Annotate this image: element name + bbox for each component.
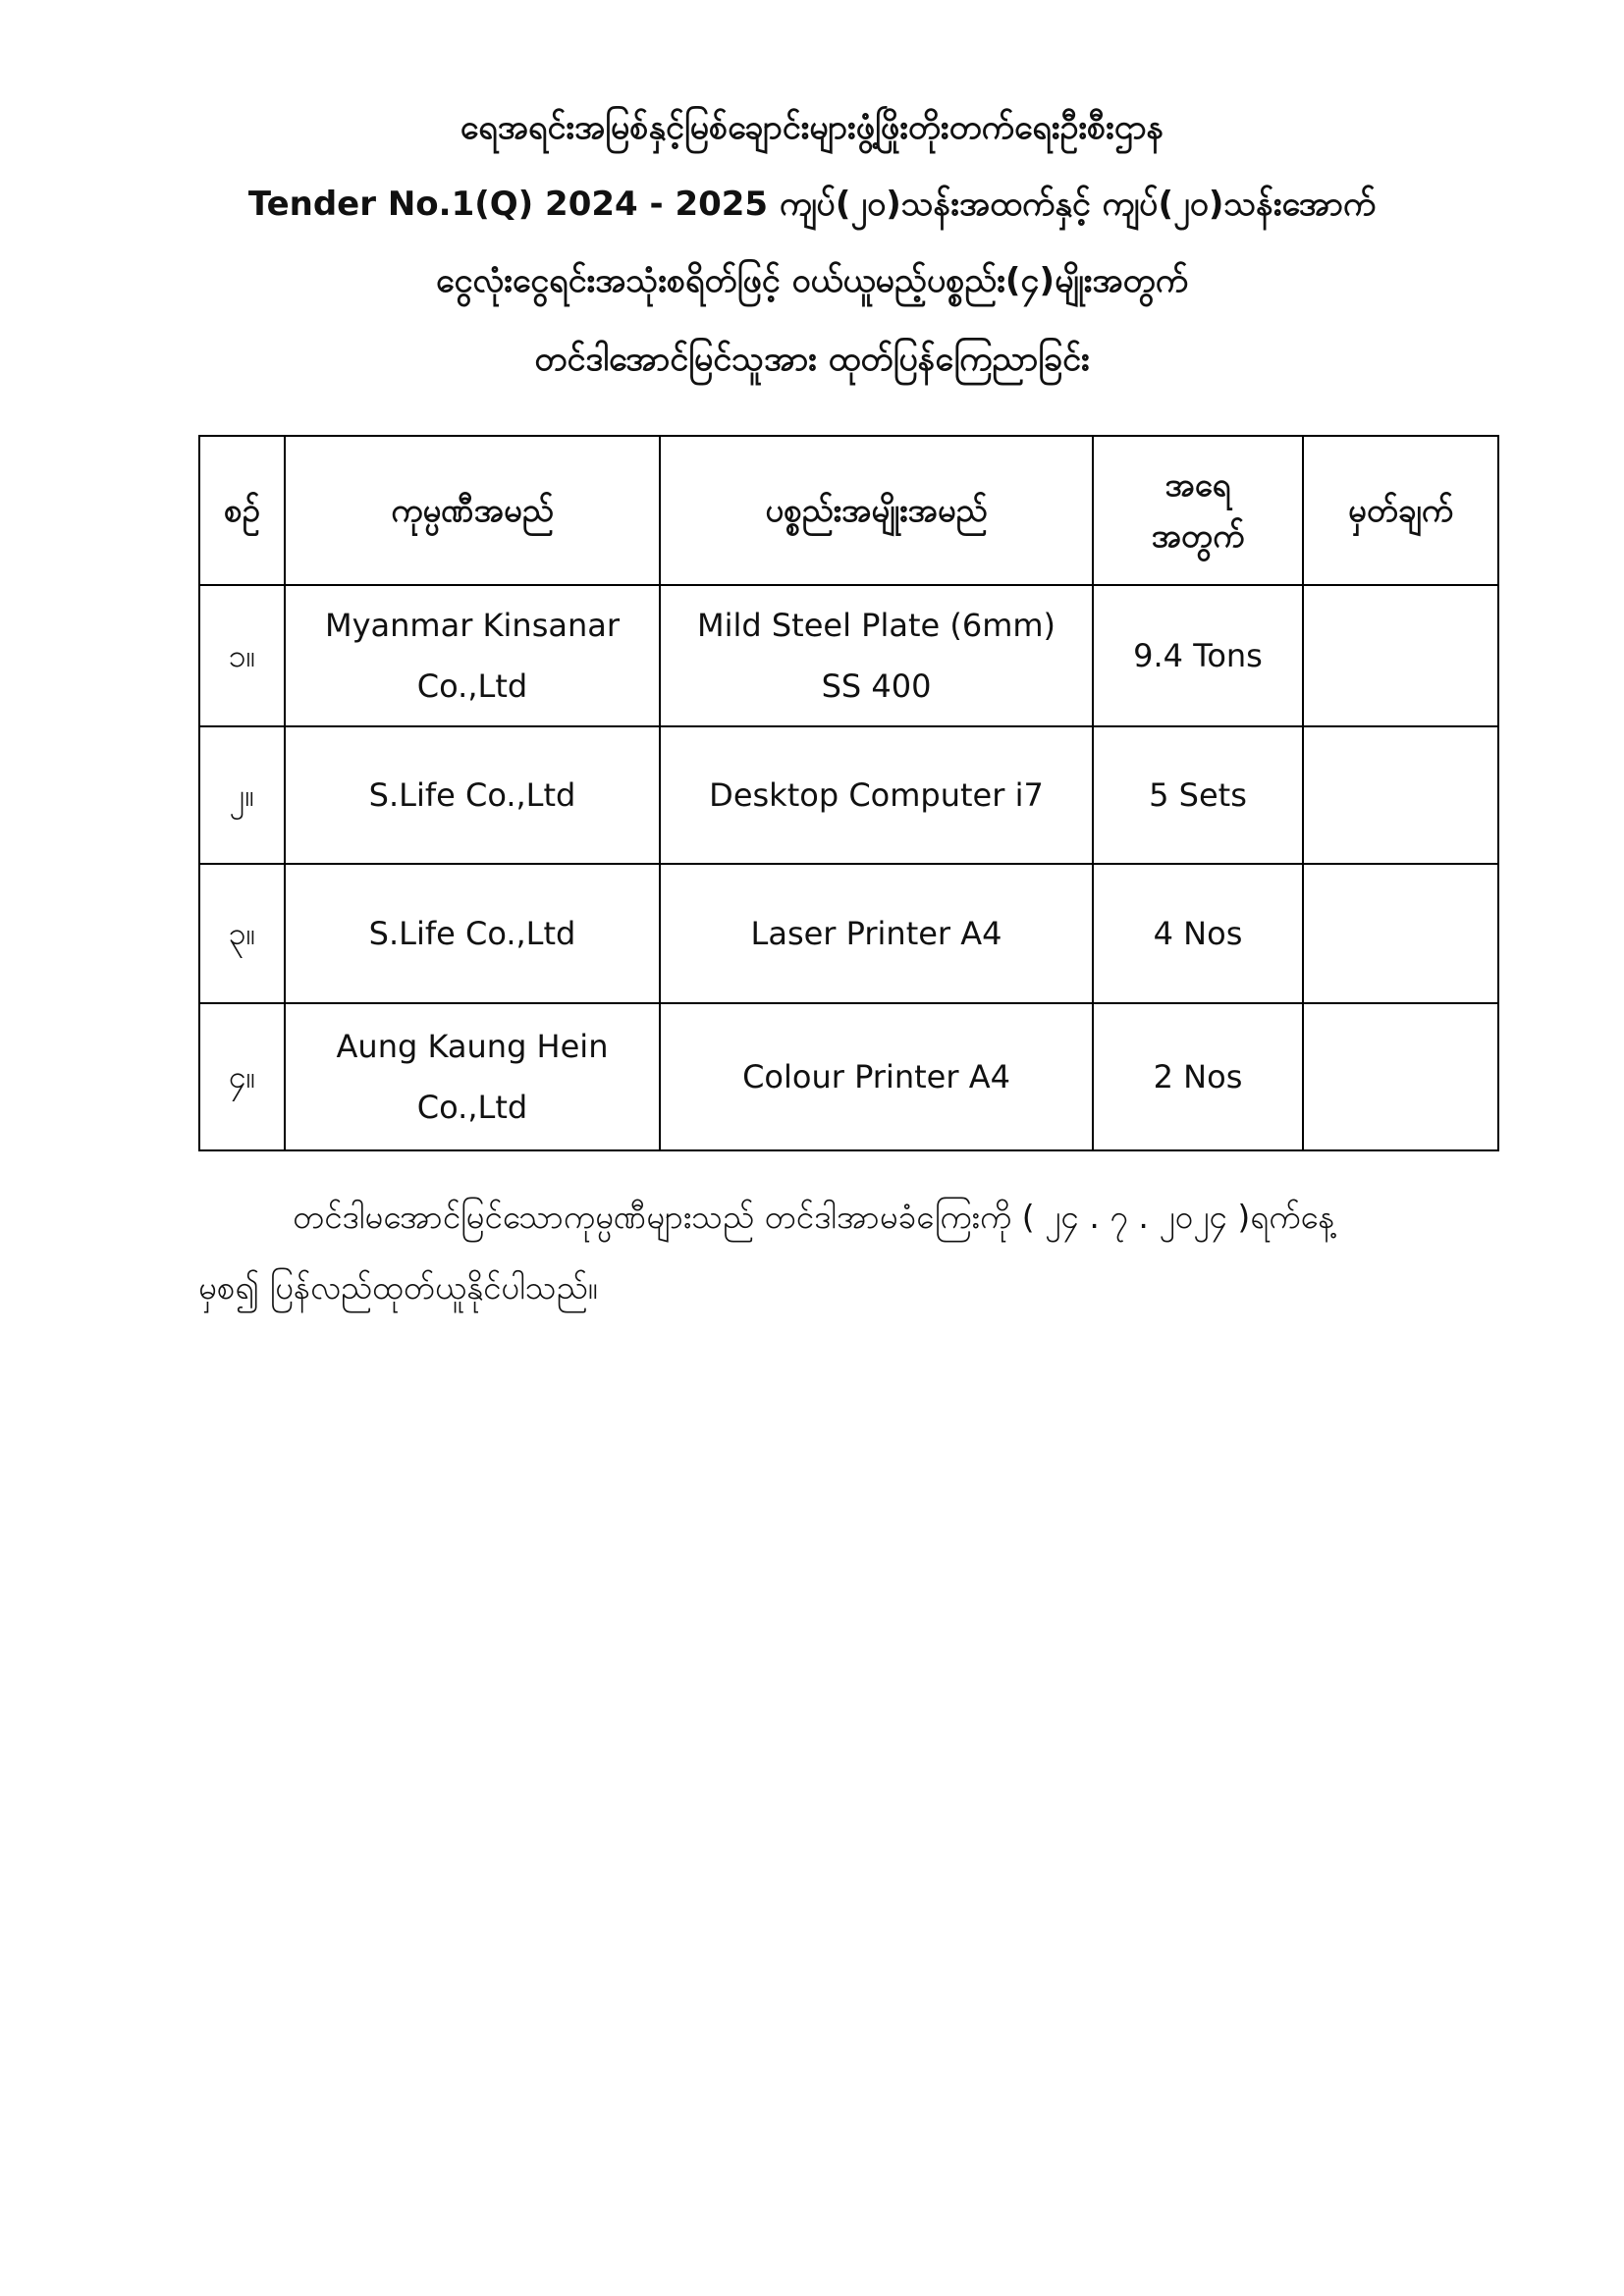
row-quantity: 2 Nos	[1093, 1003, 1303, 1150]
table-row	[199, 585, 1498, 726]
table-row	[199, 1003, 1498, 1150]
header-quantity	[1093, 436, 1303, 585]
table-row	[199, 864, 1498, 1003]
row-item-name: Desktop Computer i7	[660, 726, 1093, 864]
row-quantity: 9.4 Tons	[1093, 585, 1303, 726]
row-company-name	[285, 1003, 660, 1150]
header-tender-scope: ငွေလုံးငွေရင်းအသုံးစရိတ်ဖြင့် ဝယ်ယူမည့်ပစ္စည်း(၄)မျိုးအတွက်	[436, 261, 1188, 300]
header-quantity-line1: အရေ	[1164, 465, 1231, 504]
table-header-row	[199, 436, 1498, 585]
row-company-name: S.Life Co.,Ltd	[285, 864, 660, 1003]
company-name-line1: Myanmar Kinsanar	[324, 607, 621, 644]
header-remark: မှတ်ချက်	[1303, 436, 1498, 585]
row-remark	[1303, 726, 1498, 864]
row-company-name: S.Life Co.,Ltd	[285, 726, 660, 864]
header-office-name: ရေအရင်းအမြစ်နှင့်မြစ်ချောင်းများဖွံ့ဖြိုးတိုးတက်ရေးဦးစီးဌာန	[460, 108, 1164, 147]
row-company-name	[285, 585, 660, 726]
row-item-name	[660, 585, 1093, 726]
header-item-name: ပစ္စည်းအမျိုးအမည်	[660, 436, 1093, 585]
table-row	[199, 726, 1498, 864]
company-name-line1: Aung Kaung Hein	[336, 1028, 609, 1065]
item-name-line1: Mild Steel Plate (6mm)	[696, 607, 1056, 644]
company-name-line2: Co.,Ltd	[416, 1089, 528, 1126]
row-serial-no: ၂။	[199, 726, 285, 864]
header-announcement-title: တင်ဒါအောင်မြင်သူအား ထုတ်ပြန်ကြေညာခြင်း	[534, 340, 1090, 379]
header-serial-no: စဉ်	[199, 436, 285, 585]
row-remark	[1303, 585, 1498, 726]
footer-note-line1: တင်ဒါမအောင်မြင်သောကုမ္ပဏီများသည် တင်ဒါအာမခံကြေးကို ( ၂၄ . ၇ . ၂၀၂၄ )ရက်နေ့	[293, 1198, 1335, 1236]
company-name-line2: Co.,Ltd	[416, 667, 528, 705]
row-item-name: Colour Printer A4	[660, 1003, 1093, 1150]
tender-results-table	[198, 435, 1499, 1151]
row-item-name: Laser Printer A4	[660, 864, 1093, 1003]
footer-note-line2: မှစ၍ ပြန်လည်ထုတ်ယူနိုင်ပါသည်။	[198, 1268, 598, 1307]
row-serial-no: ၄။	[199, 1003, 285, 1150]
header-quantity-line2: အတွက်	[1151, 516, 1245, 555]
row-quantity: 4 Nos	[1093, 864, 1303, 1003]
header-company-name: ကုမ္ပဏီအမည်	[285, 436, 660, 585]
row-remark	[1303, 1003, 1498, 1150]
row-quantity: 5 Sets	[1093, 726, 1303, 864]
row-serial-no: ၃။	[199, 864, 285, 1003]
item-name-line2: SS 400	[821, 667, 932, 705]
row-serial-no: ၁။	[199, 585, 285, 726]
row-remark	[1303, 864, 1498, 1003]
header-tender-number: Tender No.1(Q) 2024 - 2025 ကျပ်(၂၀)သန်းအထက်နှင့် ကျပ်(၂၀)သန်းအောက်	[247, 185, 1377, 224]
